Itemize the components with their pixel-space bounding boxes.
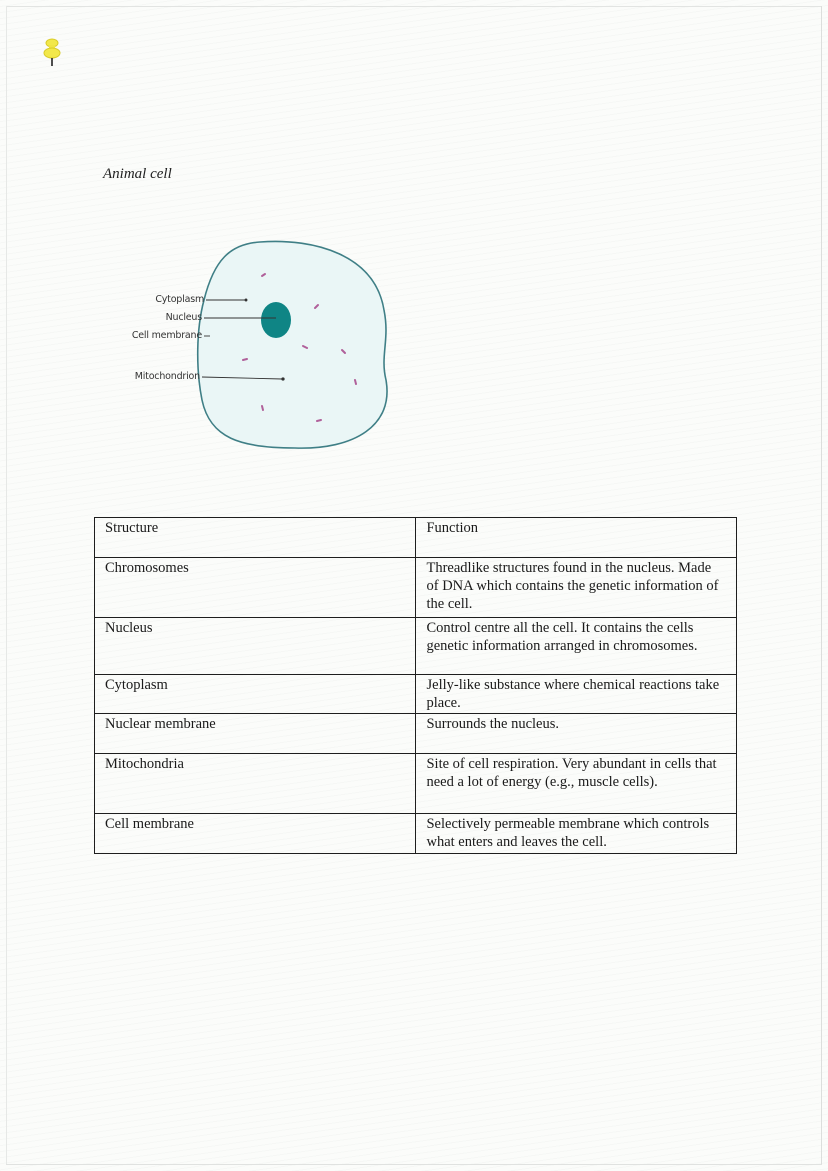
label-cytoplasm: Cytoplasm bbox=[155, 294, 204, 305]
cell-function: Selectively permeable membrane which controls what enters and leaves the cell. bbox=[416, 814, 737, 854]
page-border-bottom bbox=[6, 1164, 822, 1165]
structure-function-table bbox=[94, 517, 737, 854]
table-row bbox=[95, 558, 737, 618]
cell-structure: Cytoplasm bbox=[95, 675, 416, 714]
cell-function: Jelly-like substance where chemical reactions take place. bbox=[416, 675, 737, 714]
page-border-right bbox=[821, 6, 822, 1164]
header-structure: Structure bbox=[95, 518, 416, 558]
cell-structure: Nuclear membrane bbox=[95, 714, 416, 754]
label-mitochondrion: Mitochondrion bbox=[134, 371, 200, 382]
table-header-row bbox=[95, 518, 737, 558]
cell-structure: Chromosomes bbox=[95, 558, 416, 618]
page-border-left bbox=[6, 6, 7, 1164]
cell-function: Threadlike structures found in the nucleus. Made of DNA which contains the genetic information of the cell. bbox=[416, 558, 737, 618]
table-row bbox=[95, 814, 737, 854]
document-title: Animal cell bbox=[103, 166, 172, 182]
label-cell-membrane: Cell membrane bbox=[131, 330, 202, 341]
cell-function: Surrounds the nucleus. bbox=[416, 714, 737, 754]
cell-function: Control centre all the cell. It contains the cells genetic information arranged in chromosomes. bbox=[416, 618, 737, 675]
label-nucleus: Nucleus bbox=[165, 312, 202, 323]
cell-structure: Cell membrane bbox=[95, 814, 416, 854]
cell-membrane-outline bbox=[198, 241, 387, 448]
table-row bbox=[95, 618, 737, 675]
table-row bbox=[95, 675, 737, 714]
table-row bbox=[95, 714, 737, 754]
animal-cell-diagram bbox=[110, 230, 410, 460]
cell-structure: Nucleus bbox=[95, 618, 416, 675]
nucleus-shape bbox=[261, 302, 291, 338]
cell-function: Site of cell respiration. Very abundant in cells that need a lot of energy (e.g., muscle cells). bbox=[416, 754, 737, 814]
table-row bbox=[95, 754, 737, 814]
page-border-top bbox=[6, 6, 822, 7]
header-function: Function bbox=[416, 518, 737, 558]
pushpin-icon bbox=[42, 38, 62, 70]
cell-illustration bbox=[110, 230, 410, 460]
cell-structure: Mitochondria bbox=[95, 754, 416, 814]
